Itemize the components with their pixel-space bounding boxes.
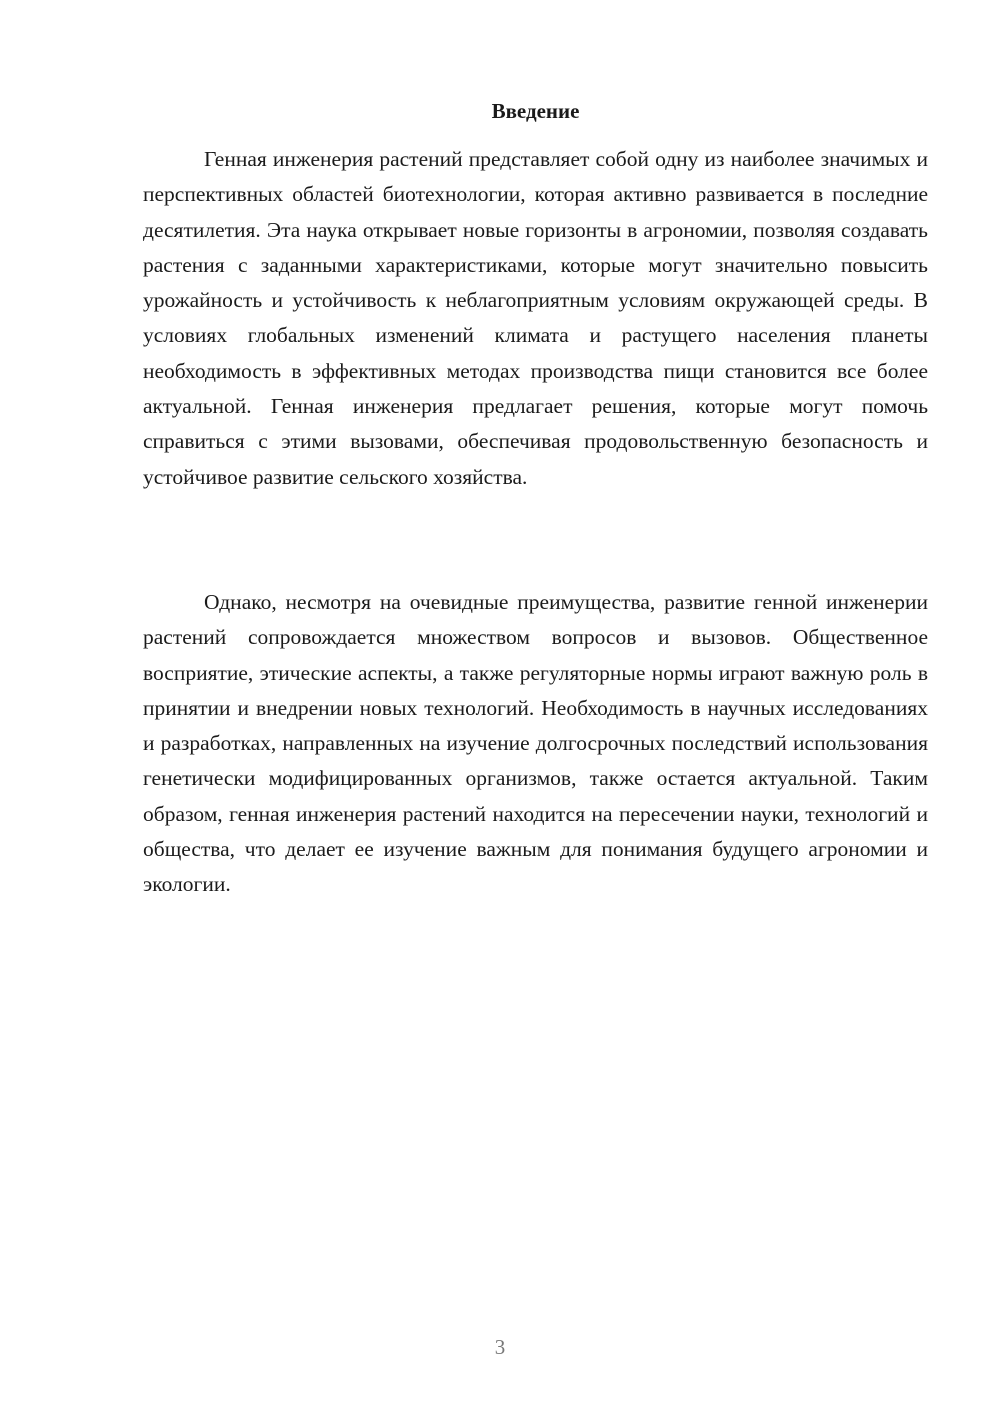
section-heading: Введение [491,99,580,123]
paragraph-challenges: Однако, несмотря на очевидные преимущества, развитие генной инженерии растений сопровождается множеством вопросов и вызовов. Общественное восприятие, этические аспекты, а также регуляторные нормы играют важную роль в принятии и внедрении новых технологий. Необходимость в научных исследованиях и разработках, направленных на изучение долгосрочных последствий использования генетически модифицированных организмов, также остается актуальной. Таким образом, генная инженерия растений находится на пересечении науки, технологий и общества, что делает ее изучение важным для понимания будущего агрономии и экологии. [143,590,928,897]
page-number: 3 [494,1335,506,1359]
paragraph-intro: Генная инженерия растений представляет собой одну из наиболее значимых и перспективных областей биотехнологии, которая активно развивается в последние десятилетия. Эта наука открывает новые горизонты в агрономии, позволяя создавать растения с заданными характеристиками, которые могут значительно повысить урожайность и устойчивость к неблагоприятным условиям окружающей среды. В условиях глобальных изменений климата и растущего населения планеты необходимость в эффективных методах производства пищи становится все более актуальной. Генная инженерия предлагает решения, которые могут помочь справиться с этими вызовами, обеспечивая продовольственную безопасность и устойчивое развитие сельского хозяйства. [143,147,928,489]
